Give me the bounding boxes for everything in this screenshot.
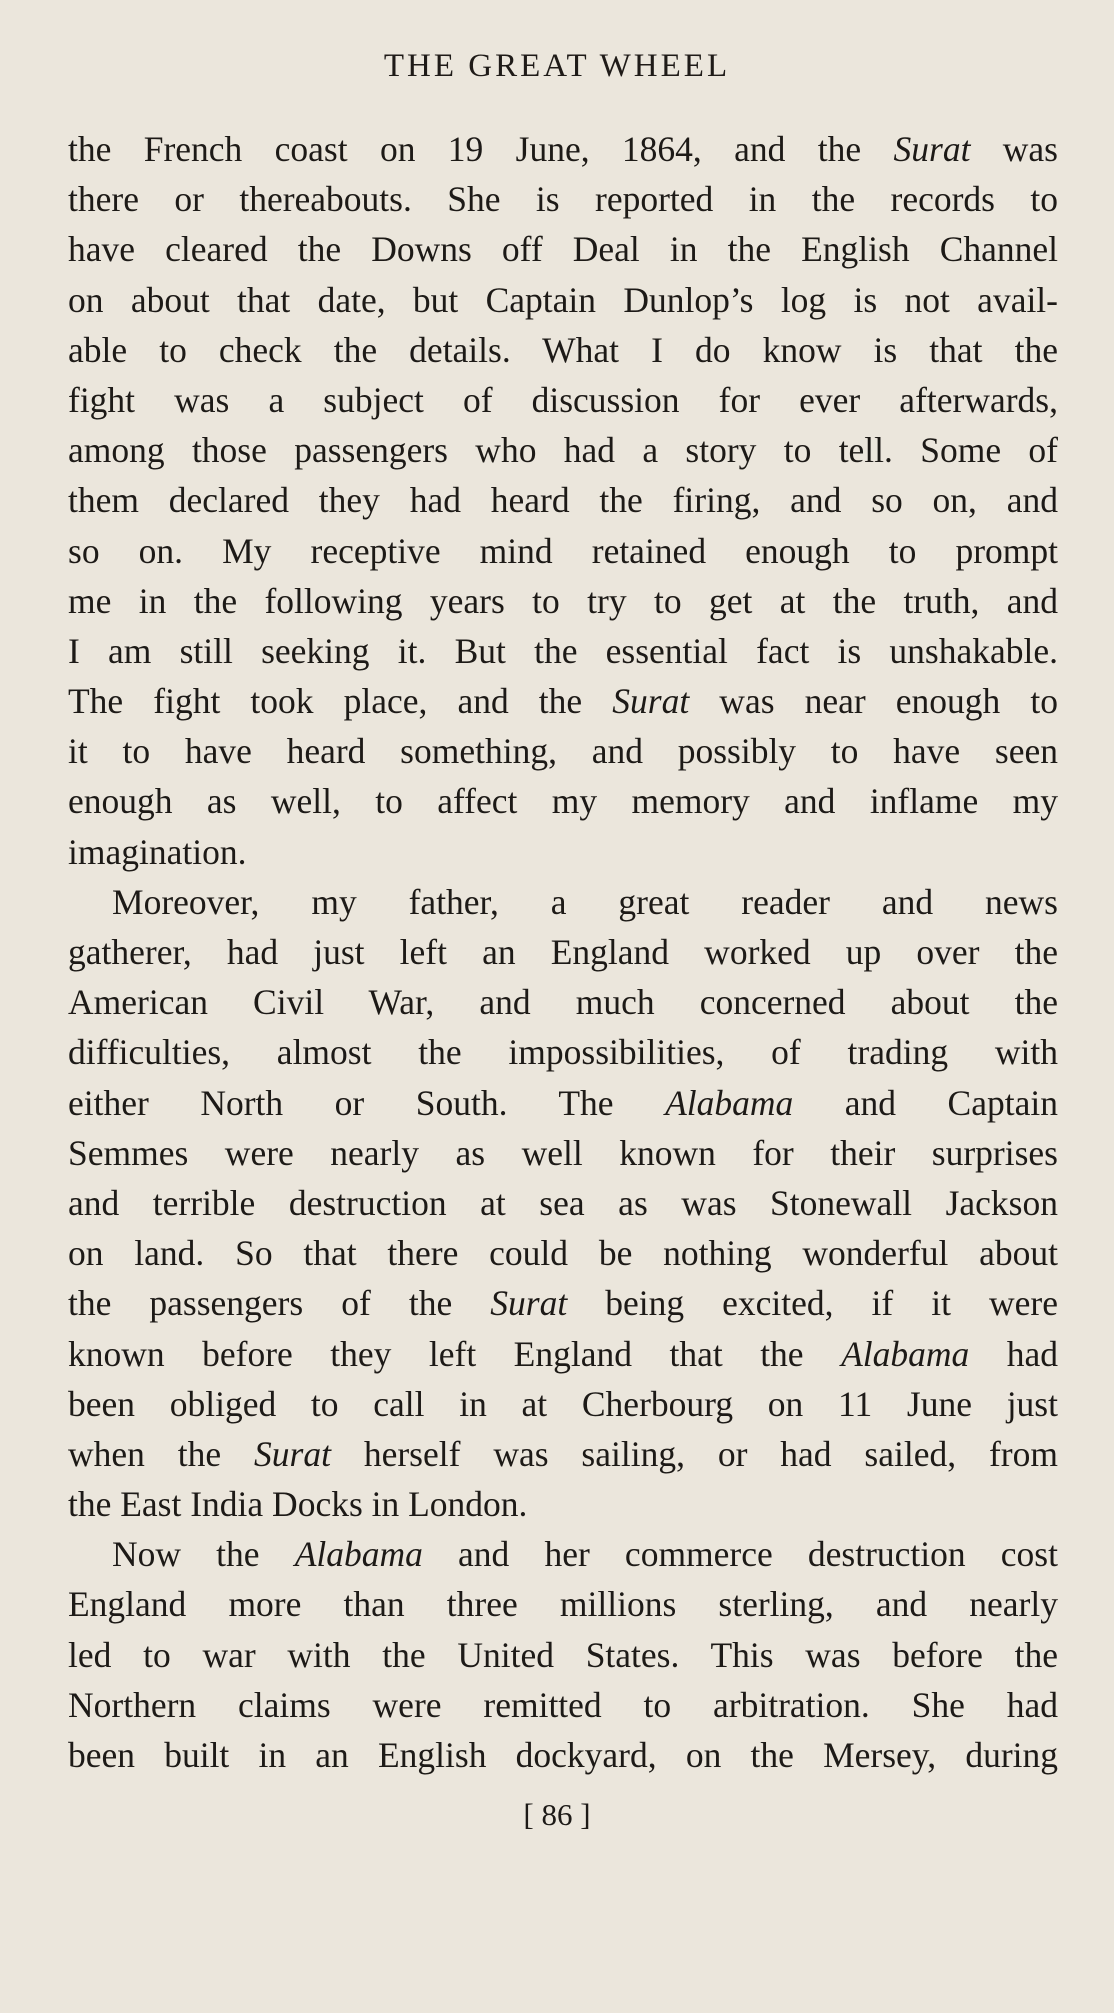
text-line: Semmes were nearly as well known for their surprises	[68, 1132, 1058, 1173]
text-line: The fight took place, and the Surat was near enough to	[68, 681, 1058, 722]
text-line: England more than three millions sterling, and nearly	[68, 1584, 1058, 1625]
text-line: on land. So that there could be nothing wonderful about	[68, 1233, 1058, 1274]
text-line: on about that date, but Captain Dunlop’s log is not avail-	[68, 279, 1058, 320]
text-line: it to have heard something, and possibly to have seen	[68, 731, 1058, 772]
text-line: fight was a subject of discussion for ever afterwards,	[68, 379, 1058, 420]
text-line: have cleared the Downs off Deal in the English Channel	[68, 229, 1058, 270]
text-line: been built in an English dockyard, on the Mersey, during	[68, 1735, 1058, 1775]
text-line: me in the following years to try to get at the truth, and	[68, 580, 1058, 621]
running-head: THE GREAT WHEEL	[383, 48, 731, 84]
text-line: the French coast on 19 June, 1864, and the Surat was	[68, 129, 1058, 169]
text-line: difficulties, almost the impossibilities, of trading with	[68, 1032, 1058, 1073]
text-line: them declared they had heard the firing, and so on, and	[68, 480, 1058, 521]
text-line: among those passengers who had a story to tell. Some of	[68, 430, 1058, 471]
text-line: either North or South. The Alabama and Captain	[68, 1082, 1058, 1123]
paragraph-start-line: Now the Alabama and her commerce destruction cost	[112, 1534, 1058, 1575]
body-text	[68, 124, 1058, 1780]
text-line: so on. My receptive mind retained enough to prompt	[68, 530, 1058, 571]
paragraph-start-line: Moreover, my father, a great reader and news	[112, 881, 1058, 922]
paragraph-end-line: the East India Docks in London.	[68, 1484, 528, 1525]
text-line: I am still seeking it. But the essential fact is unshakable.	[68, 630, 1058, 671]
paragraph-end-line: imagination.	[68, 831, 247, 872]
text-line: and terrible destruction at sea as was Stonewall Jackson	[68, 1182, 1058, 1223]
text-line: there or thereabouts. She is reported in the records to	[68, 179, 1058, 220]
text-line: gatherer, had just left an England worked up over the	[68, 932, 1058, 972]
text-line: able to check the details. What I do know is that the	[68, 329, 1058, 370]
text-line: enough as well, to affect my memory and inflame my	[68, 781, 1058, 822]
text-line: the passengers of the Surat being excited, if it were	[68, 1283, 1058, 1324]
page-number: [ 86 ]	[523, 1797, 591, 1832]
text-line: led to war with the United States. This was before the	[68, 1634, 1058, 1675]
text-line: when the Surat herself was sailing, or had sailed, from	[68, 1433, 1058, 1474]
text-line: been obliged to call in at Cherbourg on 11 June just	[68, 1383, 1058, 1424]
text-line: American Civil War, and much concerned about the	[68, 982, 1058, 1023]
text-line: Northern claims were remitted to arbitration. She had	[68, 1684, 1058, 1725]
text-line: known before they left England that the Alabama had	[68, 1333, 1058, 1374]
